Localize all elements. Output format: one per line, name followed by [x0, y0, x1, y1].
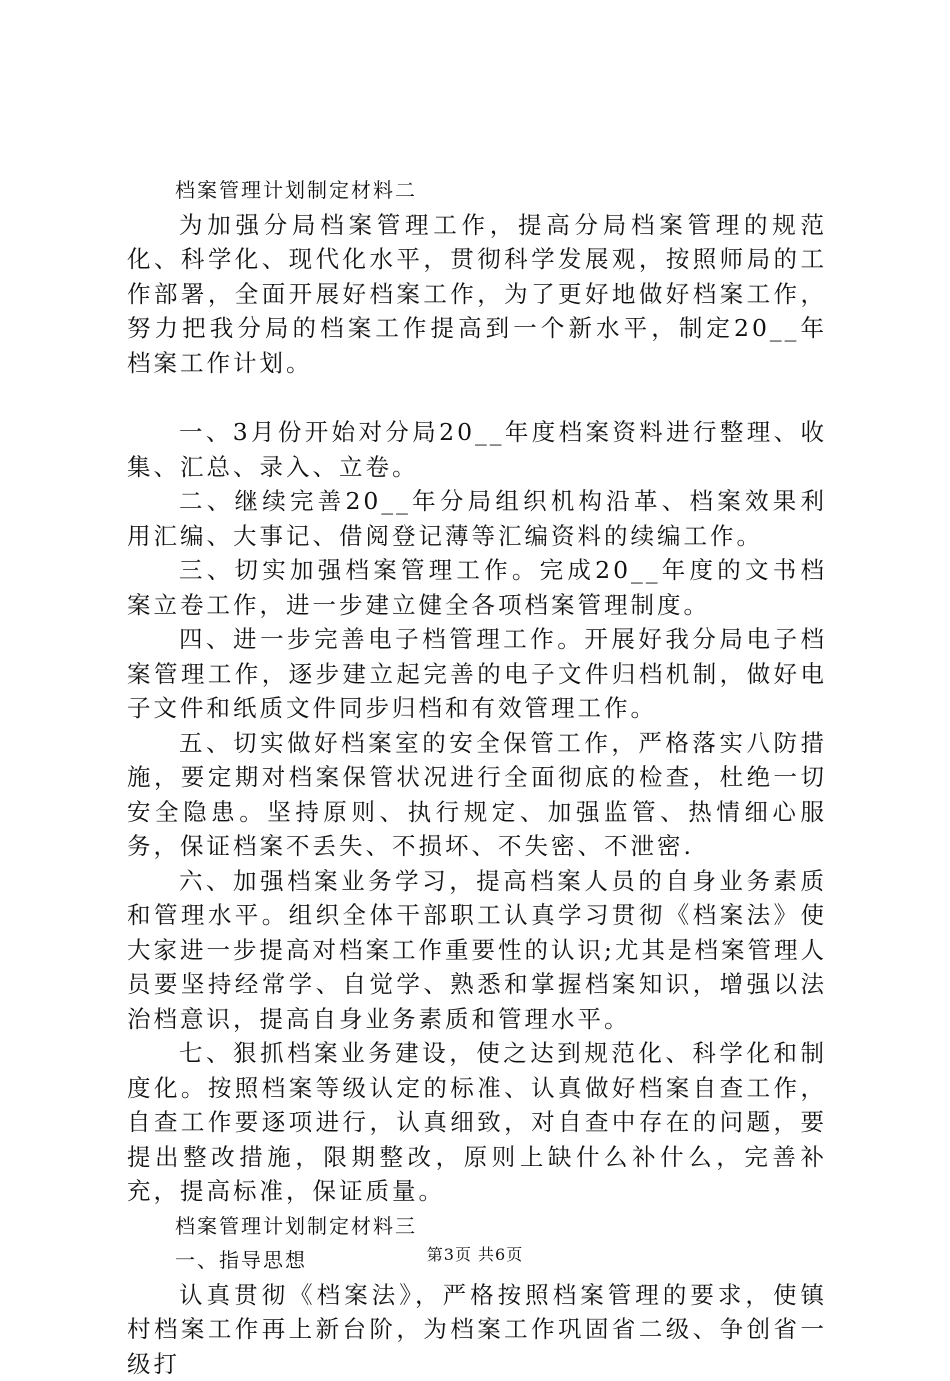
plan-item-4: 四、进一步完善电子档管理工作。开展好我分局电子档案管理工作，逐步建立起完善的电子文件归档机制，做好电子文件和纸质文件同步归档和有效管理工作。: [127, 622, 827, 726]
document-body: [127, 173, 827, 1381]
section-title-2: 档案管理计划制定材料二: [127, 173, 827, 208]
plan-item-3: 三、切实加强档案管理工作。完成20__年度的文书档案立卷工作，进一步建立健全各项档案管理制度。: [127, 553, 827, 622]
plan-item-6: 六、加强档案业务学习，提高档案人员的自身业务素质和管理水平。组织全体干部职工认真学习贯彻《档案法》使大家进一步提高对档案工作重要性的认识;尤其是档案管理人员要坚持经常学、自觉学、熟悉和掌握档案知识，增强以法治档意识，提高自身业务素质和管理水平。: [127, 864, 827, 1037]
plan-item-7: 七、狠抓档案业务建设，使之达到规范化、科学化和制度化。按照档案等级认定的标准、认真做好档案自查工作，自查工作要逐项进行，认真细致，对自查中存在的问题，要提出整改措施，限期整改，原则上缺什么补什么，完善补充，提高标准，保证质量。: [127, 1036, 827, 1209]
intro-paragraph: 为加强分局档案管理工作，提高分局档案管理的规范化、科学化、现代化水平，贯彻科学发展观，按照师局的工作部署，全面开展好档案工作，为了更好地做好档案工作，努力把我分局的档案工作提高到一个新水平，制定20__年档案工作计划。: [127, 208, 827, 381]
plan-item-5: 五、切实做好档案室的安全保管工作，严格落实八防措施，要定期对档案保管状况进行全面彻底的检查，杜绝一切安全隐患。坚持原则、执行规定、加强监管、热情细心服务，保证档案不丢失、不损坏、不失密、不泄密.: [127, 726, 827, 864]
guiding-thought-paragraph: 认真贯彻《档案法》，严格按照档案管理的要求，使镇村档案工作再上新台阶，为档案工作巩固省二级、争创省一级打: [127, 1278, 827, 1381]
section-heading-guiding-thought: 一、指导思想: [127, 1243, 827, 1278]
page-number-footer: 第3页 共6页: [0, 1242, 950, 1265]
plan-item-2: 二、继续完善20__年分局组织机构沿革、档案效果利用汇编、大事记、借阅登记薄等汇编资料的续编工作。: [127, 484, 827, 553]
paragraph-gap: [127, 380, 827, 415]
section-title-3: 档案管理计划制定材料三: [127, 1209, 827, 1244]
plan-item-1: 一、3月份开始对分局20__年度档案资料进行整理、收集、汇总、录入、立卷。: [127, 415, 827, 484]
